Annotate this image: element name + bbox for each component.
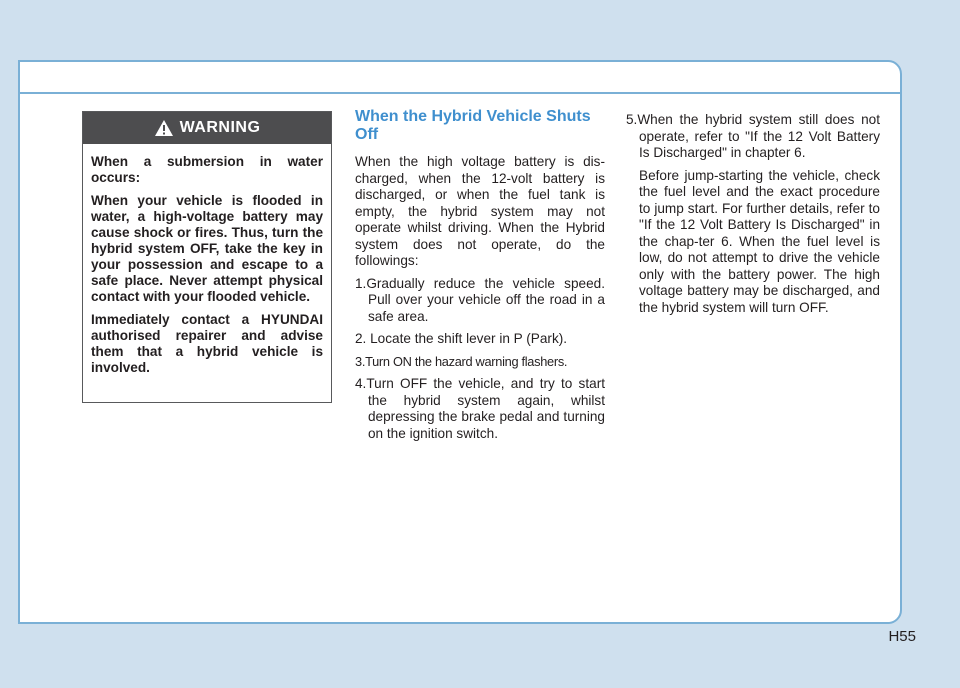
- intro-paragraph: When the high voltage battery is dis-charged, when the 12-volt battery is discharged, or when the fuel tank is empty, the hybrid system may not operate whilst driving. When the Hybrid system does not operate, do the followings:: [355, 154, 605, 268]
- warning-triangle-icon: [154, 119, 174, 137]
- step-3: 3.Turn ON the hazard warning flashers.: [355, 353, 568, 369]
- page-number: H55: [888, 628, 916, 645]
- section-heading: When the Hybrid Vehicle Shuts Off: [355, 108, 591, 143]
- warning-paragraph: When your vehicle is flooded in water, a high-voltage battery may cause shock or fires. Thus, turn the hybrid system OFF, take the key in your possession and escape to a safe place. Never attempt physical contact with your flooded vehicle.: [91, 193, 323, 304]
- warning-title: WARNING: [179, 119, 261, 136]
- step-2: 2. Locate the shift lever in P (Park).: [355, 331, 568, 346]
- header-rule: [20, 92, 900, 94]
- middle-column: [355, 108, 605, 448]
- warning-body: [83, 144, 331, 376]
- left-margin-tab: [0, 60, 20, 624]
- warning-paragraph: Immediately contact a HYUNDAI authorised repairer and advise them that a hybrid vehicle is involved.: [91, 312, 323, 375]
- warning-paragraph: When a submersion in water occurs:: [91, 154, 323, 185]
- warning-header: [83, 112, 331, 144]
- warning-box: [82, 111, 332, 403]
- step-5-note: Before jump-starting the vehicle, check the fuel level and the exact procedure to jump start. For further details, refer to "If the 12 Volt Battery Is Discharged" in the chap-ter 6. When the fuel level is low, do not attempt to drive the vehicle only with the battery power. The high voltage battery may be discharged, and the hybrid system will turn OFF.: [639, 167, 880, 315]
- right-column: [626, 112, 880, 322]
- step-1: 1.Gradually reduce the vehicle speed. Pull over your vehicle off the road in a safe area.: [355, 275, 605, 324]
- step-5: 5.When the hybrid system still does not operate, refer to "If the 12 Volt Battery Is Discharged" in chapter 6.: [626, 112, 880, 160]
- left-margin-line: [18, 60, 20, 624]
- step-4: 4.Turn OFF the vehicle, and try to start the hybrid system again, whilst depressing the brake pedal and turning on the ignition switch.: [355, 376, 605, 441]
